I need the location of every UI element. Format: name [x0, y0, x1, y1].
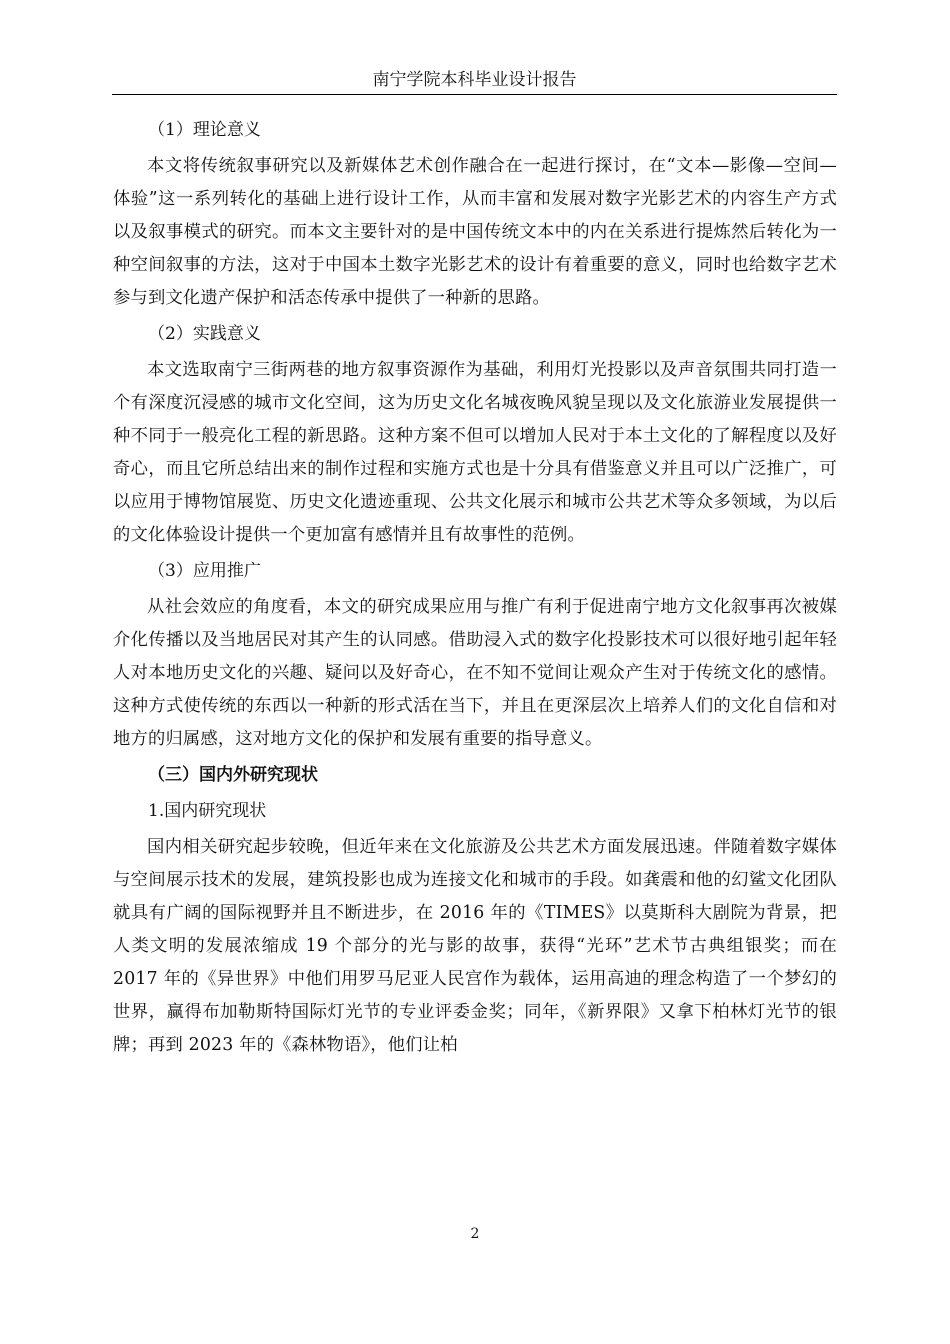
paragraph-theoretical-significance: 本文将传统叙事研究以及新媒体艺术创作融合在一起进行探讨，在“文本—影像—空间—体验”这一系列转化的基础上进行设计工作，从而丰富和发展对数字光影艺术的内容生产方式以及叙事模式的研究。而本文主要针对的是中国传统文本中的内在关系进行提炼然后转化为一种空间叙事的方法，这对于中国本土数字光影艺术的设计有着重要的意义，同时也给数字艺术参与到文化遗产保护和活态传承中提供了一种新的思路。	[113, 156, 837, 308]
paragraph-practical-significance: 本文选取南宁三街两巷的地方叙事资源作为基础，利用灯光投影以及声音氛围共同打造一个有深度沉浸感的城市文化空间，这为历史文化名城夜晚风貌呈现以及文化旅游业发展提供一种不同于一般亮化工程的新思路。这种方案不但可以增加人民对于本土文化的了解程度以及好奇心，而且它所总结出来的制作过程和实施方式也是十分具有借鉴意义并且可以广泛推广，可以应用于博物馆展览、历史文化遗迹重现、公共文化展示和城市公共艺术等众多领域，为以后的文化体验设计提供一个更加富有感情并且有故事性的范例。	[113, 360, 837, 545]
section-title-research-status: （三）国内外研究现状	[148, 765, 318, 785]
heading-practical-significance: （2）实践意义	[148, 324, 261, 344]
subsection-title-domestic-research: 1.国内研究现状	[148, 801, 267, 821]
paragraph-domestic-research: 国内相关研究起步较晚，但近年来在文化旅游及公共艺术方面发展迅速。伴随着数字媒体与空间展示技术的发展，建筑投影也成为连接文化和城市的手段。如龚震和他的幻鲨文化团队就具有广阔的国际视野并且不断进步，在 2016 年的《TIMES》以莫斯科大剧院为背景，把人类文明的发展浓缩成 19 个部分的光与影的故事，获得“光环”艺术节古典组银奖；而在 2017 年的《异世界》中他们用罗马尼亚人民宫作为载体，运用高迪的理念构造了一个梦幻的世界，赢得布加勒斯特国际灯光节的专业评委金奖；同年，《新界限》又拿下柏林灯光节的银牌；再到 2023 年的《森林物语》，他们让柏	[113, 837, 837, 1055]
page-number: 2	[470, 1226, 480, 1242]
heading-application-promotion: （3）应用推广	[148, 561, 261, 581]
page-content	[113, 114, 837, 1065]
heading-theoretical-significance: （1）理论意义	[148, 120, 261, 140]
page-header: 南宁学院本科毕业设计报告	[112, 66, 837, 95]
paragraph-application-promotion: 从社会效应的角度看，本文的研究成果应用与推广有利于促进南宁地方文化叙事再次被媒介化传播以及当地居民对其产生的认同感。借助浸入式的数字化投影技术可以很好地引起年轻人对本地历史文化的兴趣、疑问以及好奇心，在不知不觉间让观众产生对于传统文化的感情。这种方式使传统的东西以一种新的形式活在当下，并且在更深层次上培养人们的文化自信和对地方的归属感，这对地方文化的保护和发展有重要的指导意义。	[113, 597, 837, 749]
